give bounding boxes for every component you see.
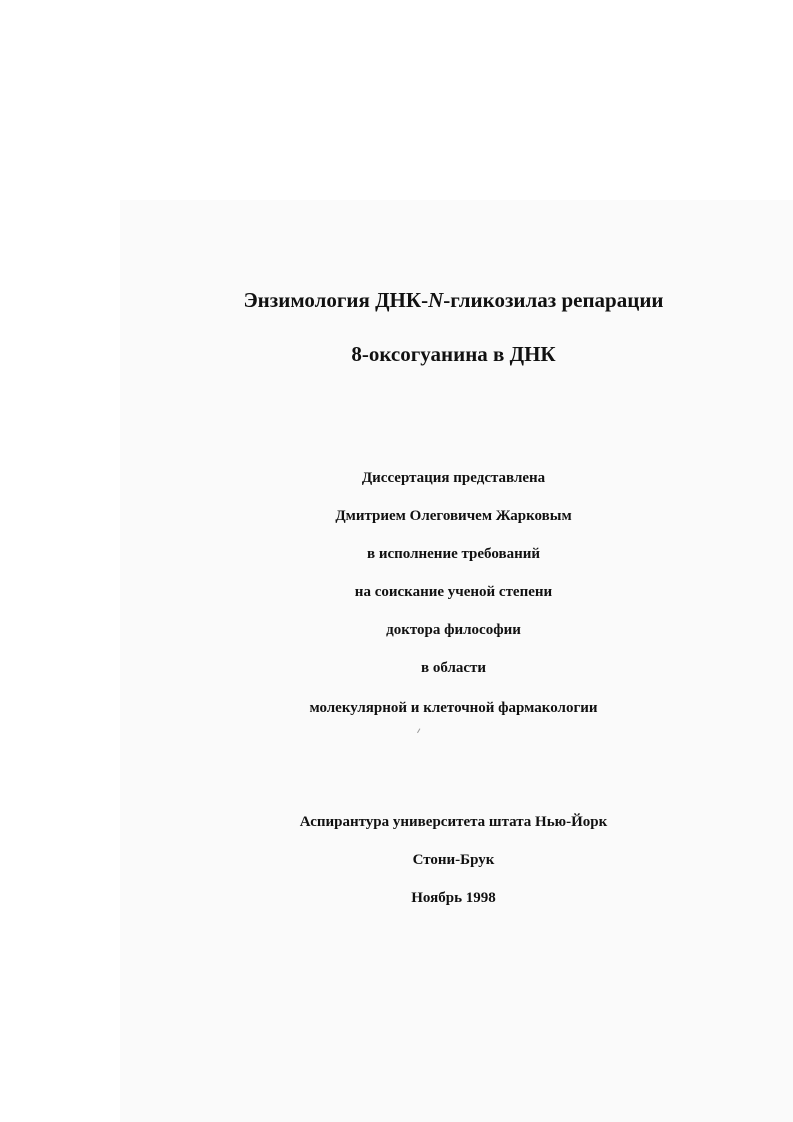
degree-line: на соискание ученой степени <box>354 584 553 600</box>
submission-date: Ноябрь 1998 <box>411 890 496 906</box>
field-label: в области <box>420 660 487 676</box>
field-name: молекулярной и клеточной фармакологии <box>309 700 598 716</box>
degree-name: доктора философии <box>386 622 521 638</box>
institution-city: Стони-Брук <box>412 852 495 868</box>
thesis-title-line-2: 8-оксогуанина в ДНК <box>351 342 556 366</box>
author-name: Дмитрием Олеговичем Жарковым <box>335 508 572 524</box>
institution-name: Аспирантура университета штата Нью-Йорк <box>299 814 608 830</box>
thesis-title-line-1: Энзимология ДНК-N-гликозилаз репарации <box>243 288 664 312</box>
dissertation-statement: Диссертация представлена <box>361 470 546 486</box>
requirements-line: в исполнение требований <box>366 546 540 562</box>
